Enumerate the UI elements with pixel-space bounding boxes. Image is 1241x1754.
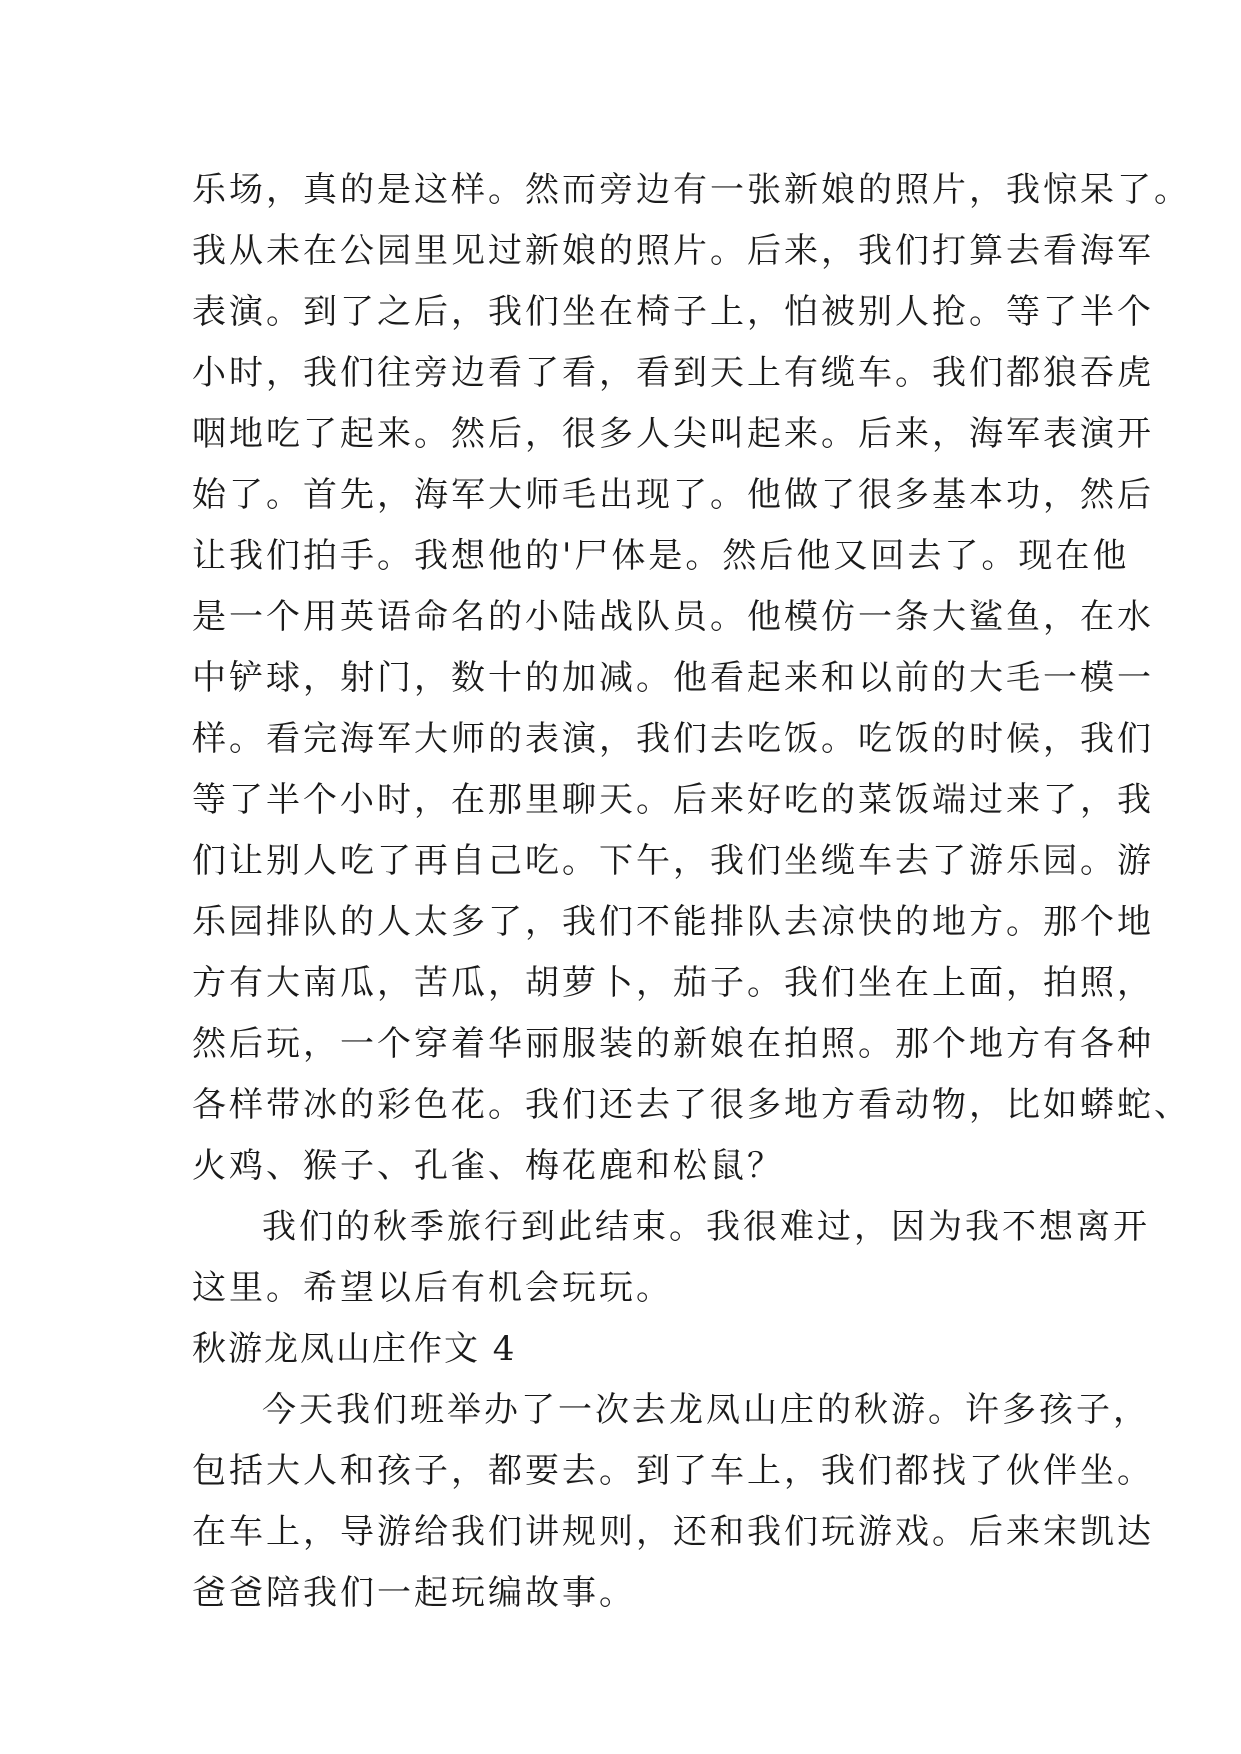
text-line: 包括大人和孩子，都要去。到了车上，我们都找了伙伴坐。: [192, 1451, 1154, 1491]
section-title: 秋游龙凤山庄作文 4: [192, 1329, 517, 1369]
document-body: [192, 160, 1191, 1624]
text-line: 等了半个小时，在那里聊天。后来好吃的菜饭端过来了，我: [192, 780, 1154, 820]
text-line: 让我们拍手。我想他的'尸体是。然后他又回去了。现在他: [192, 536, 1130, 576]
text-line: 这里。希望以后有机会玩玩。: [192, 1268, 673, 1308]
paragraph-2: [192, 1197, 1150, 1319]
paragraph-1: [192, 160, 1191, 1197]
text-line: 我们的秋季旅行到此结束。我很难过，因为我不想离开: [262, 1207, 1150, 1247]
text-line: 始了。首先，海军大师毛出现了。他做了很多基本功，然后: [192, 475, 1154, 515]
text-line: 在车上，导游给我们讲规则，还和我们玩游戏。后来宋凯达: [192, 1512, 1154, 1552]
text-line: 方有大南瓜，苦瓜，胡萝卜，茄子。我们坐在上面，拍照，: [192, 963, 1154, 1003]
text-line: 乐场，真的是这样。然而旁边有一张新娘的照片，我惊呆了。: [192, 170, 1191, 210]
text-line: 们让别人吃了再自己吃。下午，我们坐缆车去了游乐园。游: [192, 841, 1154, 881]
text-line: 然后玩，一个穿着华丽服装的新娘在拍照。那个地方有各种: [192, 1024, 1154, 1064]
text-line: 表演。到了之后，我们坐在椅子上，怕被别人抢。等了半个: [192, 292, 1154, 332]
text-line: 咽地吃了起来。然后，很多人尖叫起来。后来，海军表演开: [192, 414, 1154, 454]
text-line: 是一个用英语命名的小陆战队员。他模仿一条大鲨鱼，在水: [192, 597, 1154, 637]
text-line: 我从未在公园里见过新娘的照片。后来，我们打算去看海军: [192, 231, 1154, 271]
text-line: 乐园排队的人太多了，我们不能排队去凉快的地方。那个地: [192, 902, 1154, 942]
text-line: 今天我们班举办了一次去龙凤山庄的秋游。许多孩子，: [262, 1390, 1150, 1430]
text-line: 样。看完海军大师的表演，我们去吃饭。吃饭的时候，我们: [192, 719, 1154, 759]
text-line: 小时，我们往旁边看了看，看到天上有缆车。我们都狼吞虎: [192, 353, 1154, 393]
paragraph-3: [192, 1380, 1154, 1624]
text-line: 爸爸陪我们一起玩编故事。: [192, 1573, 636, 1613]
text-line: 各样带冰的彩色花。我们还去了很多地方看动物，比如蟒蛇、: [192, 1085, 1191, 1125]
text-line: 火鸡、猴子、孔雀、梅花鹿和松鼠？: [192, 1146, 784, 1186]
text-line: 中铲球，射门，数十的加减。他看起来和以前的大毛一模一: [192, 658, 1154, 698]
